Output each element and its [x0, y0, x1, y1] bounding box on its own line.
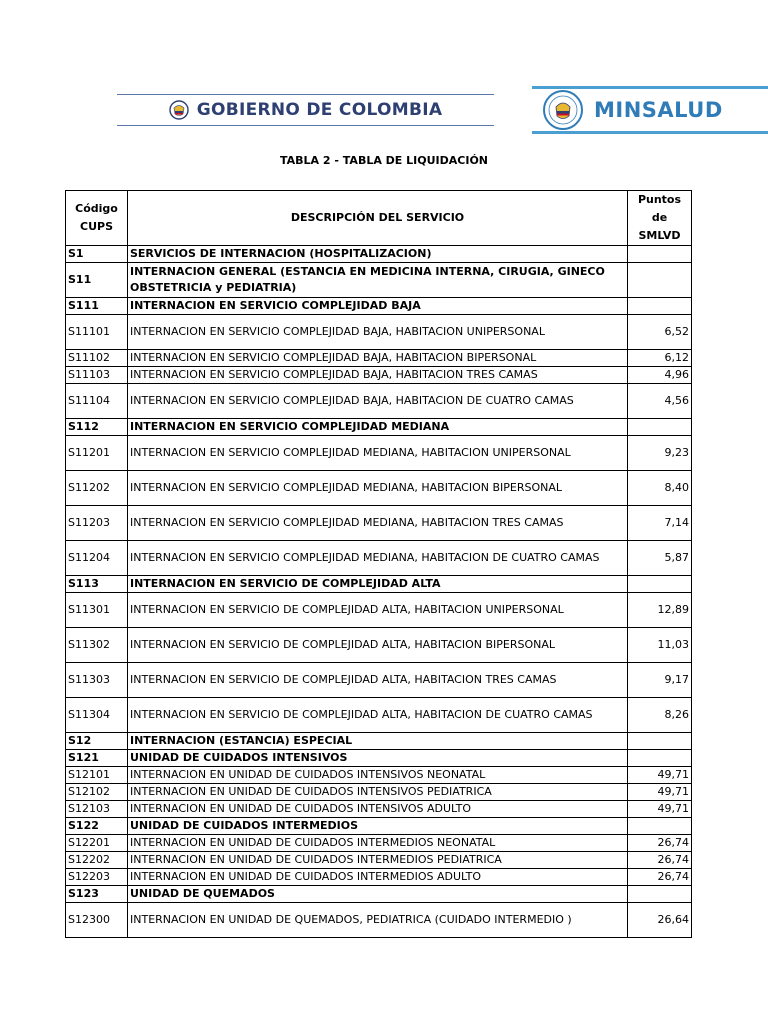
row-points-cell: 26,74 — [628, 852, 692, 869]
header-description: DESCRIPCIÓN DEL SERVICIO — [128, 191, 628, 246]
row-points-cell: 49,71 — [628, 784, 692, 801]
table-row — [66, 384, 692, 419]
row-code-cell: S1 — [66, 246, 128, 263]
row-description-cell: INTERNACION EN SERVICIO COMPLEJIDAD MEDIANA, HABITACION DE CUATRO CAMAS — [128, 541, 628, 576]
row-points-cell: 49,71 — [628, 801, 692, 818]
row-description-cell: UNIDAD DE CUIDADOS INTERMEDIOS — [128, 818, 628, 835]
row-code-cell: S112 — [66, 419, 128, 436]
table-row — [66, 298, 692, 315]
row-points-cell: 8,26 — [628, 698, 692, 733]
table-row — [66, 818, 692, 835]
row-code-cell: S11201 — [66, 436, 128, 471]
row-description-cell: INTERNACION EN SERVICIO DE COMPLEJIDAD ALTA, HABITACION TRES CAMAS — [128, 663, 628, 698]
table-row — [66, 419, 692, 436]
row-description-cell: INTERNACION EN UNIDAD DE CUIDADOS INTERMEDIOS PEDIATRICA — [128, 852, 628, 869]
row-points-cell: 12,89 — [628, 593, 692, 628]
table-row — [66, 541, 692, 576]
row-description-cell: INTERNACION EN SERVICIO DE COMPLEJIDAD ALTA, HABITACION DE CUATRO CAMAS — [128, 698, 628, 733]
row-code-cell: S122 — [66, 818, 128, 835]
row-code-cell: S12103 — [66, 801, 128, 818]
row-description-cell: INTERNACION EN SERVICIO COMPLEJIDAD BAJA, HABITACION UNIPERSONAL — [128, 315, 628, 350]
row-description-cell: INTERNACION EN SERVICIO COMPLEJIDAD BAJA — [128, 298, 628, 315]
minsalud-logo — [532, 86, 768, 134]
row-description-cell: INTERNACION EN SERVICIO COMPLEJIDAD MEDIANA, HABITACION BIPERSONAL — [128, 471, 628, 506]
table-row — [66, 903, 692, 938]
row-points-cell: 26,64 — [628, 903, 692, 938]
row-description-cell: UNIDAD DE QUEMADOS — [128, 886, 628, 903]
row-code-cell: S11 — [66, 263, 128, 298]
row-description-cell: INTERNACION EN SERVICIO DE COMPLEJIDAD ALTA, HABITACION UNIPERSONAL — [128, 593, 628, 628]
row-points-cell — [628, 419, 692, 436]
row-description-cell: INTERNACION EN SERVICIO DE COMPLEJIDAD ALTA, HABITACION BIPERSONAL — [128, 628, 628, 663]
row-code-cell: S11104 — [66, 384, 128, 419]
table-row — [66, 852, 692, 869]
row-description-cell: INTERNACION EN SERVICIO COMPLEJIDAD BAJA, HABITACION TRES CAMAS — [128, 367, 628, 384]
row-code-cell: S12101 — [66, 767, 128, 784]
table-row — [66, 593, 692, 628]
row-points-cell — [628, 263, 692, 298]
row-code-cell: S12203 — [66, 869, 128, 886]
row-code-cell: S12202 — [66, 852, 128, 869]
row-code-cell: S12300 — [66, 903, 128, 938]
row-description-cell: SERVICIOS DE INTERNACION (HOSPITALIZACION) — [128, 246, 628, 263]
row-code-cell: S111 — [66, 298, 128, 315]
header-points-smlvd: Puntos de SMLVD — [628, 191, 692, 246]
table-row — [66, 350, 692, 367]
row-code-cell: S113 — [66, 576, 128, 593]
row-points-cell: 4,96 — [628, 367, 692, 384]
table-header-row — [66, 191, 692, 246]
table-row — [66, 576, 692, 593]
table-row — [66, 628, 692, 663]
table-row — [66, 835, 692, 852]
table-row — [66, 663, 692, 698]
table-row — [66, 869, 692, 886]
row-points-cell — [628, 576, 692, 593]
table-row — [66, 784, 692, 801]
row-points-cell — [628, 298, 692, 315]
row-points-cell: 6,52 — [628, 315, 692, 350]
row-description-cell: UNIDAD DE CUIDADOS INTENSIVOS — [128, 750, 628, 767]
gobierno-logo-banner — [117, 94, 494, 126]
row-code-cell: S123 — [66, 886, 128, 903]
table-row — [66, 471, 692, 506]
row-description-cell: INTERNACION EN UNIDAD DE CUIDADOS INTERMEDIOS NEONATAL — [128, 835, 628, 852]
row-code-cell: S12 — [66, 733, 128, 750]
table-row — [66, 315, 692, 350]
row-points-cell — [628, 733, 692, 750]
table-row — [66, 436, 692, 471]
row-description-cell: INTERNACION EN UNIDAD DE CUIDADOS INTERMEDIOS ADULTO — [128, 869, 628, 886]
row-points-cell: 26,74 — [628, 835, 692, 852]
row-description-cell: INTERNACION EN SERVICIO COMPLEJIDAD BAJA, HABITACION DE CUATRO CAMAS — [128, 384, 628, 419]
table-body — [66, 246, 692, 938]
row-description-cell: INTERNACION EN UNIDAD DE CUIDADOS INTENSIVOS NEONATAL — [128, 767, 628, 784]
table-row — [66, 733, 692, 750]
row-code-cell: S11202 — [66, 471, 128, 506]
row-points-cell — [628, 818, 692, 835]
row-description-cell: INTERNACION (ESTANCIA) ESPECIAL — [128, 733, 628, 750]
row-code-cell: S11102 — [66, 350, 128, 367]
row-points-cell: 11,03 — [628, 628, 692, 663]
row-points-cell: 26,74 — [628, 869, 692, 886]
row-code-cell: S11302 — [66, 628, 128, 663]
row-description-cell: INTERNACION GENERAL (ESTANCIA EN MEDICINA INTERNA, CIRUGIA, GINECO OBSTETRICIA y PEDIATRIA) — [128, 263, 628, 298]
table-row — [66, 886, 692, 903]
table-row — [66, 767, 692, 784]
table-row — [66, 263, 692, 298]
row-code-cell: S12201 — [66, 835, 128, 852]
row-points-cell: 5,87 — [628, 541, 692, 576]
table-row — [66, 246, 692, 263]
row-code-cell: S11101 — [66, 315, 128, 350]
row-points-cell: 7,14 — [628, 506, 692, 541]
row-description-cell: INTERNACION EN SERVICIO COMPLEJIDAD BAJA, HABITACION BIPERSONAL — [128, 350, 628, 367]
row-points-cell — [628, 246, 692, 263]
row-code-cell: S11203 — [66, 506, 128, 541]
liquidation-table — [65, 190, 692, 938]
row-points-cell: 9,23 — [628, 436, 692, 471]
row-code-cell: S11103 — [66, 367, 128, 384]
row-code-cell: S11301 — [66, 593, 128, 628]
table-row — [66, 750, 692, 767]
row-description-cell: INTERNACION EN UNIDAD DE CUIDADOS INTENSIVOS PEDIATRICA — [128, 784, 628, 801]
colombia-seal-icon — [169, 100, 189, 120]
document-title: TABLA 2 - TABLA DE LIQUIDACIÓN — [280, 154, 488, 167]
row-code-cell: S11303 — [66, 663, 128, 698]
table-row — [66, 801, 692, 818]
row-code-cell: S11204 — [66, 541, 128, 576]
row-points-cell: 49,71 — [628, 767, 692, 784]
gobierno-logo-text: GOBIERNO DE COLOMBIA — [196, 100, 443, 120]
row-description-cell: INTERNACION EN SERVICIO DE COMPLEJIDAD ALTA — [128, 576, 628, 593]
row-description-cell: INTERNACION EN UNIDAD DE CUIDADOS INTENSIVOS ADULTO — [128, 801, 628, 818]
row-points-cell: 4,56 — [628, 384, 692, 419]
row-description-cell: INTERNACION EN SERVICIO COMPLEJIDAD MEDIANA — [128, 419, 628, 436]
row-code-cell: S12102 — [66, 784, 128, 801]
row-points-cell — [628, 886, 692, 903]
row-points-cell: 8,40 — [628, 471, 692, 506]
header-code-cups: Código CUPS — [66, 191, 128, 246]
table-row — [66, 698, 692, 733]
row-points-cell: 6,12 — [628, 350, 692, 367]
row-points-cell: 9,17 — [628, 663, 692, 698]
row-points-cell — [628, 750, 692, 767]
row-code-cell: S11304 — [66, 698, 128, 733]
row-description-cell: INTERNACION EN UNIDAD DE QUEMADOS, PEDIATRICA (CUIDADO INTERMEDIO ) — [128, 903, 628, 938]
minsalud-logo-text: MINSALUD — [594, 98, 723, 122]
table-row — [66, 367, 692, 384]
row-description-cell: INTERNACION EN SERVICIO COMPLEJIDAD MEDIANA, HABITACION UNIPERSONAL — [128, 436, 628, 471]
row-description-cell: INTERNACION EN SERVICIO COMPLEJIDAD MEDIANA, HABITACION TRES CAMAS — [128, 506, 628, 541]
table-row — [66, 506, 692, 541]
row-code-cell: S121 — [66, 750, 128, 767]
minsalud-seal-icon — [542, 89, 584, 131]
